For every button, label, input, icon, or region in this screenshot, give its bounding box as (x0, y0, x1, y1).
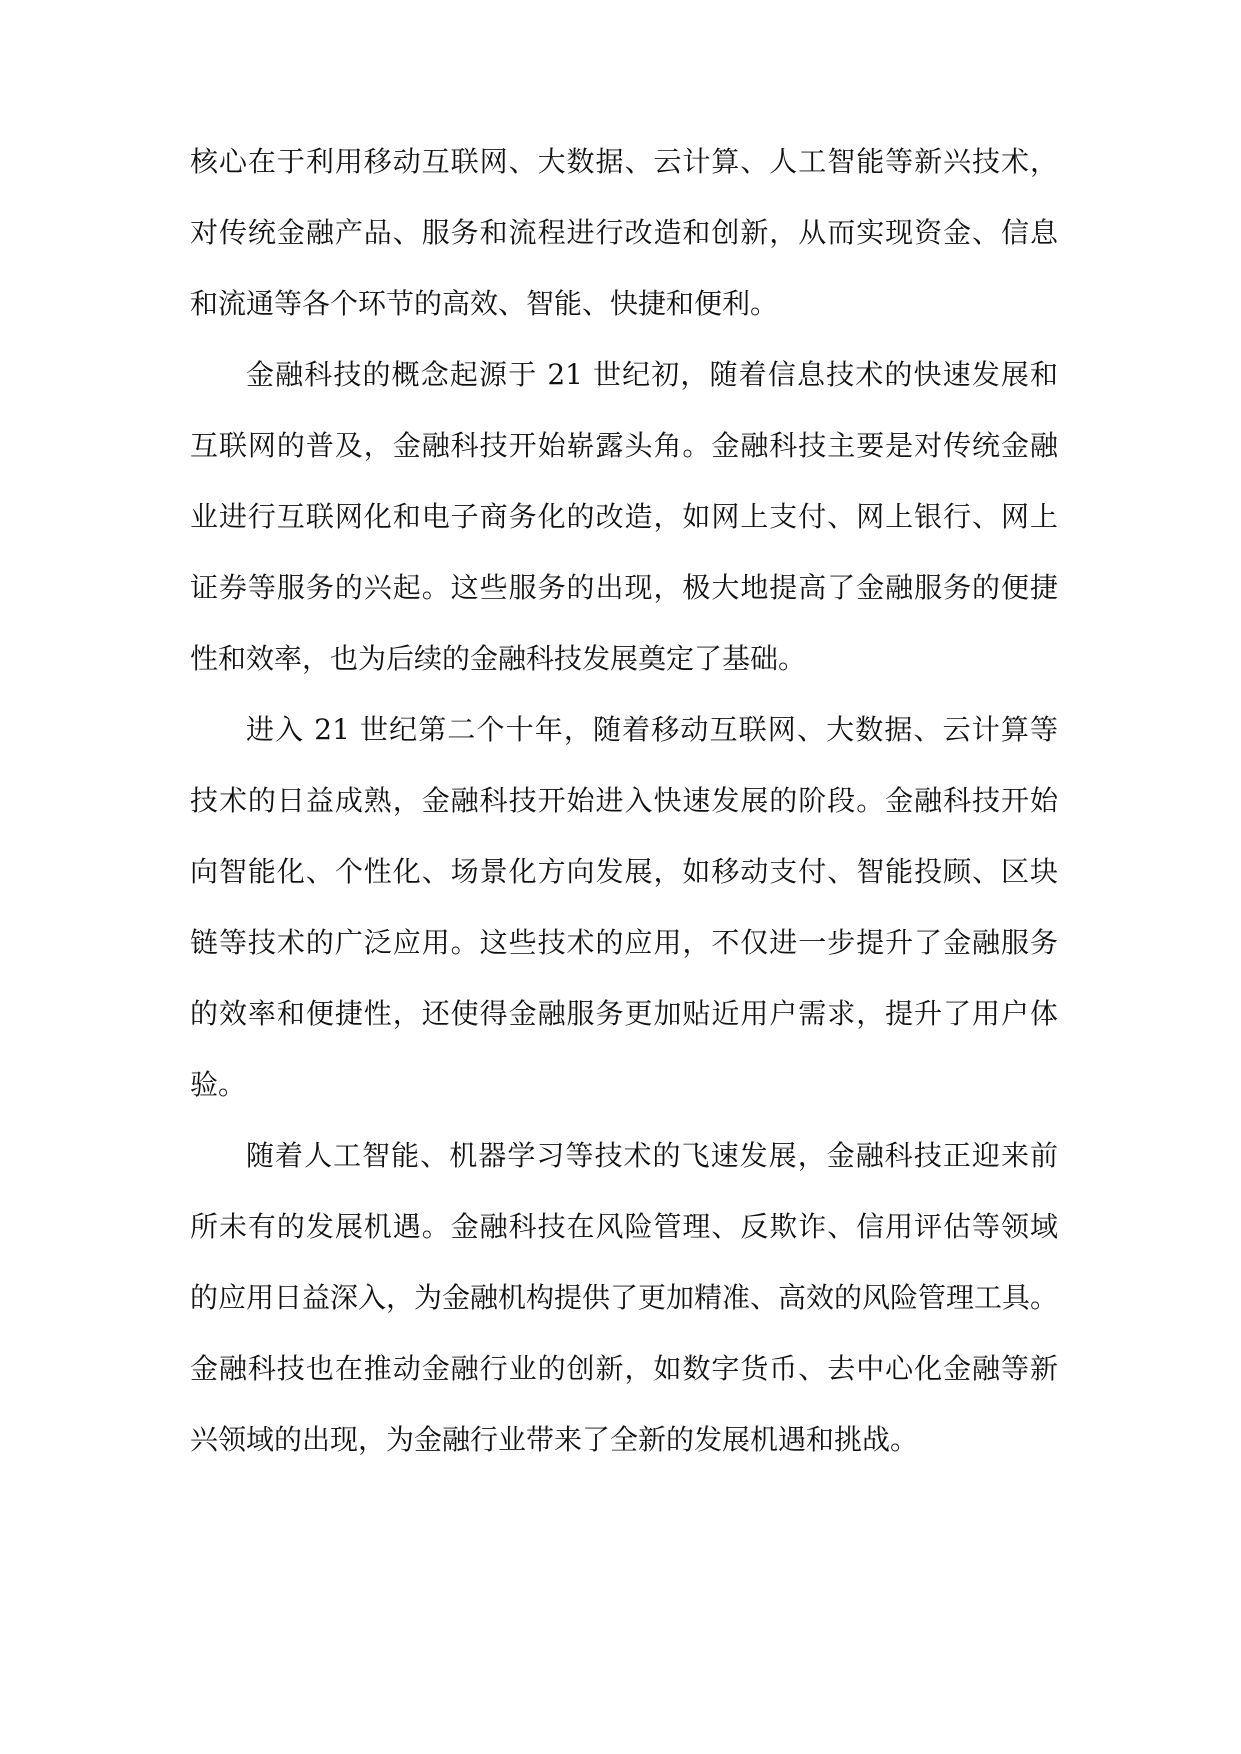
paragraph-3-line-2: 技术的日益成熟，金融科技开始进入快速发展的阶段。金融科技开始 (190, 784, 1058, 817)
paragraph-3-line-3: 向智能化、个性化、场景化方向发展，如移动支付、智能投顾、区块 (190, 855, 1058, 888)
paragraph-4-line-2: 所未有的发展机遇。金融科技在风险管理、反欺诈、信用评估等领域 (190, 1210, 1058, 1243)
paragraph-1-line-3: 和流通等各个环节的高效、智能、快捷和便利。 (190, 287, 779, 320)
paragraph-1-line-1: 核心在于利用移动互联网、大数据、云计算、人工智能等新兴技术， (190, 145, 1058, 178)
body-text (190, 142, 1058, 1491)
paragraph-3-line-4: 链等技术的广泛应用。这些技术的应用，不仅进一步提升了金融服务 (190, 926, 1058, 959)
paragraph-4-line-5: 兴领域的出现，为金融行业带来了全新的发展机遇和挑战。 (190, 1423, 919, 1456)
paragraph-1-line-2: 对传统金融产品、服务和流程进行改造和创新，从而实现资金、信息 (190, 216, 1058, 249)
paragraph-4-line-4: 金融科技也在推动金融行业的创新，如数字货币、去中心化金融等新 (190, 1352, 1058, 1385)
paragraph-2-line-2: 互联网的普及，金融科技开始崭露头角。金融科技主要是对传统金融 (190, 429, 1058, 462)
paragraph-2-line-1: 金融科技的概念起源于 21 世纪初，随着信息技术的快速发展和 (246, 358, 1058, 391)
paragraph-3-line-5: 的效率和便捷性，还使得金融服务更加贴近用户需求，提升了用户体 (190, 997, 1058, 1030)
paragraph-2-line-3: 业进行互联网化和电子商务化的改造，如网上支付、网上银行、网上 (190, 500, 1058, 533)
paragraph-3-line-6: 验。 (190, 1068, 247, 1101)
paragraph-2-line-5: 性和效率，也为后续的金融科技发展奠定了基础。 (190, 642, 807, 675)
paragraph-4-line-3: 的应用日益深入，为金融机构提供了更加精准、高效的风险管理工具。 (190, 1281, 1059, 1314)
paragraph-3-line-1: 进入 21 世纪第二个十年，随着移动互联网、大数据、云计算等 (246, 713, 1058, 746)
paragraph-2-line-4: 证券等服务的兴起。这些服务的出现，极大地提高了金融服务的便捷 (190, 571, 1058, 604)
paragraph-4-line-1: 随着人工智能、机器学习等技术的飞速发展，金融科技正迎来前 (246, 1139, 1058, 1172)
